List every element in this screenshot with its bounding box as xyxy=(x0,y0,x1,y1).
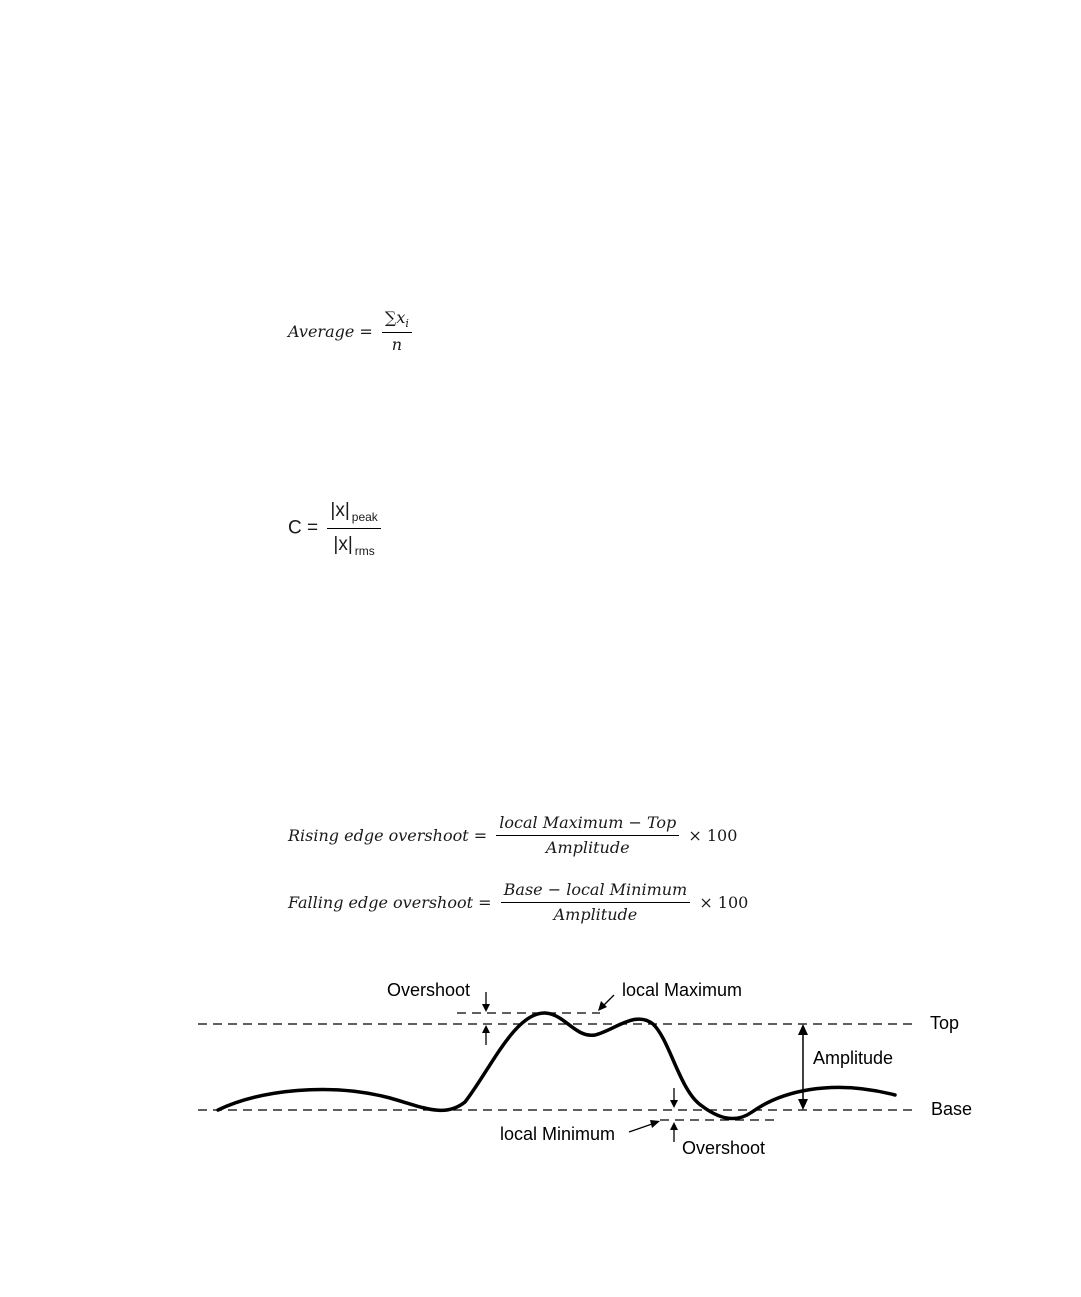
local-maximum-pointer xyxy=(604,995,614,1005)
crest-lhs: C xyxy=(288,517,302,539)
average-var-subscript: i xyxy=(405,317,409,330)
falling-numerator: Base − local Minimum xyxy=(501,878,691,903)
base-label: Base xyxy=(931,1099,973,1119)
sum-symbol: ∑ xyxy=(384,308,397,327)
crest-num-base: |x| xyxy=(330,500,350,521)
signal-waveform xyxy=(218,1013,895,1119)
equals-sign: = xyxy=(359,322,373,341)
overshoot-bottom-label: Overshoot xyxy=(682,1138,766,1158)
crest-den-sub: rms xyxy=(354,544,375,558)
equals-sign: = xyxy=(307,517,319,539)
amplitude-label: Amplitude xyxy=(813,1048,894,1068)
local-maximum-label: local Maximum xyxy=(622,980,743,1000)
rising-lhs: Rising edge overshoot xyxy=(288,826,469,845)
rising-denominator: Amplitude xyxy=(545,838,630,857)
overshoot-bottom-arrow-down-head xyxy=(670,1100,678,1108)
equals-sign: = xyxy=(478,893,492,912)
average-lhs: Average xyxy=(288,322,355,341)
overshoot-top-arrow-down-head xyxy=(482,1004,490,1012)
falling-lhs: Falling edge overshoot xyxy=(288,893,474,912)
overshoot-top-label: Overshoot xyxy=(387,980,471,1000)
amplitude-arrow-head-up xyxy=(798,1024,808,1035)
local-minimum-label: local Minimum xyxy=(500,1124,616,1144)
crest-num-sub: peak xyxy=(351,510,378,524)
local-minimum-pointer xyxy=(629,1124,652,1132)
amplitude-arrow-head-down xyxy=(798,1099,808,1110)
average-var: x xyxy=(396,308,406,327)
average-denominator: n xyxy=(391,335,403,354)
crest-den-base: |x| xyxy=(333,534,353,555)
falling-denominator: Amplitude xyxy=(553,905,638,924)
overshoot-top-arrow-up-head xyxy=(482,1025,490,1033)
overshoot-bottom-arrow-up-head xyxy=(670,1122,678,1130)
equals-sign: = xyxy=(473,826,488,845)
top-label: Top xyxy=(930,1013,960,1033)
falling-multiplier: × 100 xyxy=(699,893,749,912)
local-minimum-pointer-head xyxy=(650,1120,660,1128)
rising-numerator: local Maximum − Top xyxy=(496,811,679,836)
rising-multiplier: × 100 xyxy=(688,826,738,845)
